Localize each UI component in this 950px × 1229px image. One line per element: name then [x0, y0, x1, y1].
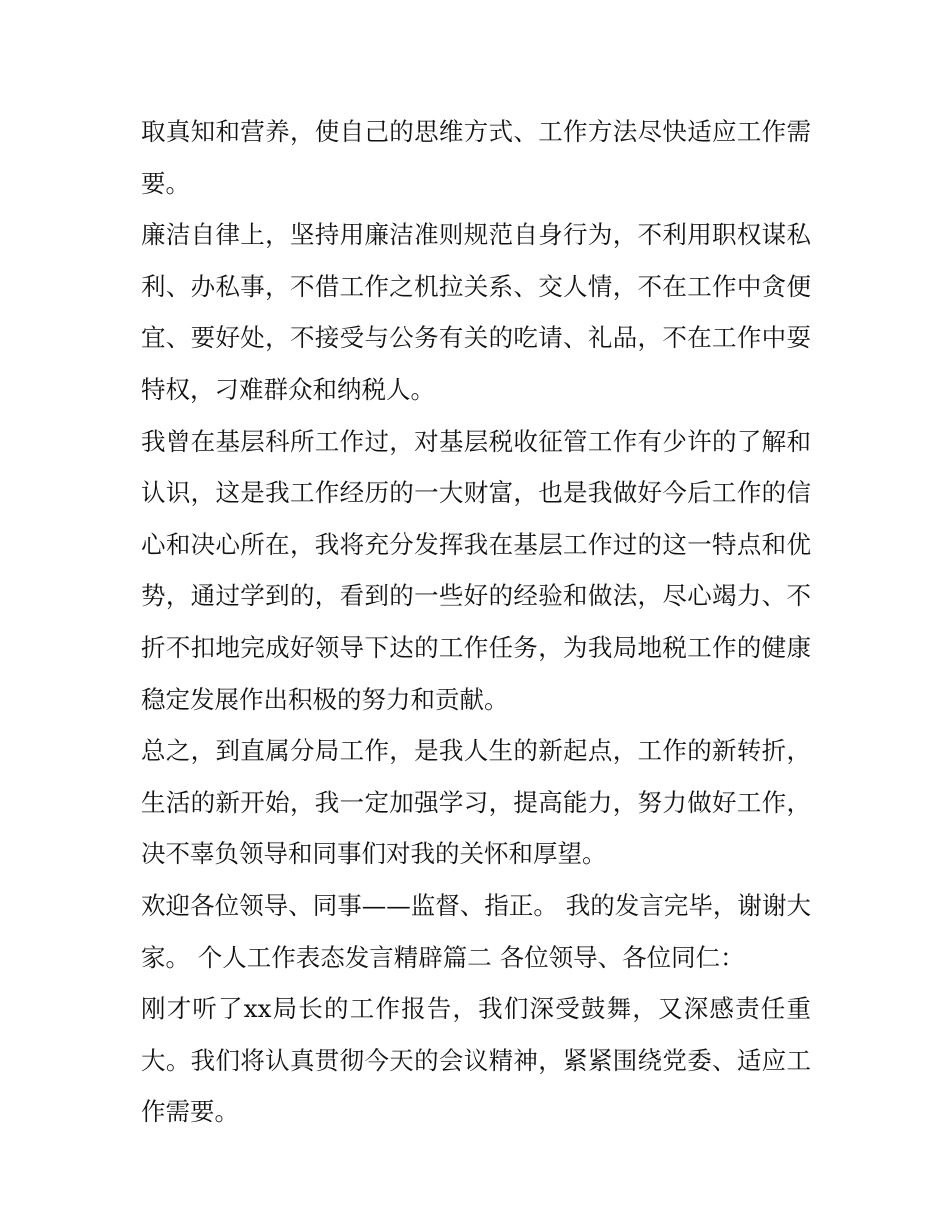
document-body [141, 106, 811, 1138]
paragraph-integrity: 廉洁自律上，坚持用廉洁准则规范自身行为，不利用职权谋私利、办私事，不借工作之机拉关系、交人情，不在工作中贪便宜、要好处，不接受与公务有关的吃请、礼品，不在工作中耍特权，刁难群众和纳税人。 [141, 220, 811, 404]
paragraph-experience: 我曾在基层科所工作过，对基层税收征管工作有少许的了解和认识，这是我工作经历的一大财富，也是我做好今后工作的信心和决心所在，我将充分发挥我在基层工作过的这一特点和优势，通过学到的，看到的一些好的经验和做法，尽心竭力、不折不扣地完成好领导下达的工作任务，为我局地税工作的健康稳定发展作出积极的努力和贡献。 [141, 426, 811, 714]
paragraph-closing: 欢迎各位领导、同事——监督、指正。 我的发言完毕，谢谢大家。 个人工作表态发言精辟篇二 各位领导、各位同仁： [141, 890, 811, 972]
paragraph-part-two: 刚才听了xx局长的工作报告，我们深受鼓舞，又深感责任重大。我们将认真贯彻今天的会议精神，紧紧围绕党委、适应工作需要。 [141, 994, 811, 1127]
paragraph-continuation: 取真知和营养，使自己的思维方式、工作方法尽快适应工作需要。 [141, 117, 811, 198]
paragraph-summary: 总之，到直属分局工作，是我人生的新起点，工作的新转折，生活的新开始，我一定加强学习，提高能力，努力做好工作，决不辜负领导和同事们对我的关怀和厚望。 [141, 736, 811, 869]
